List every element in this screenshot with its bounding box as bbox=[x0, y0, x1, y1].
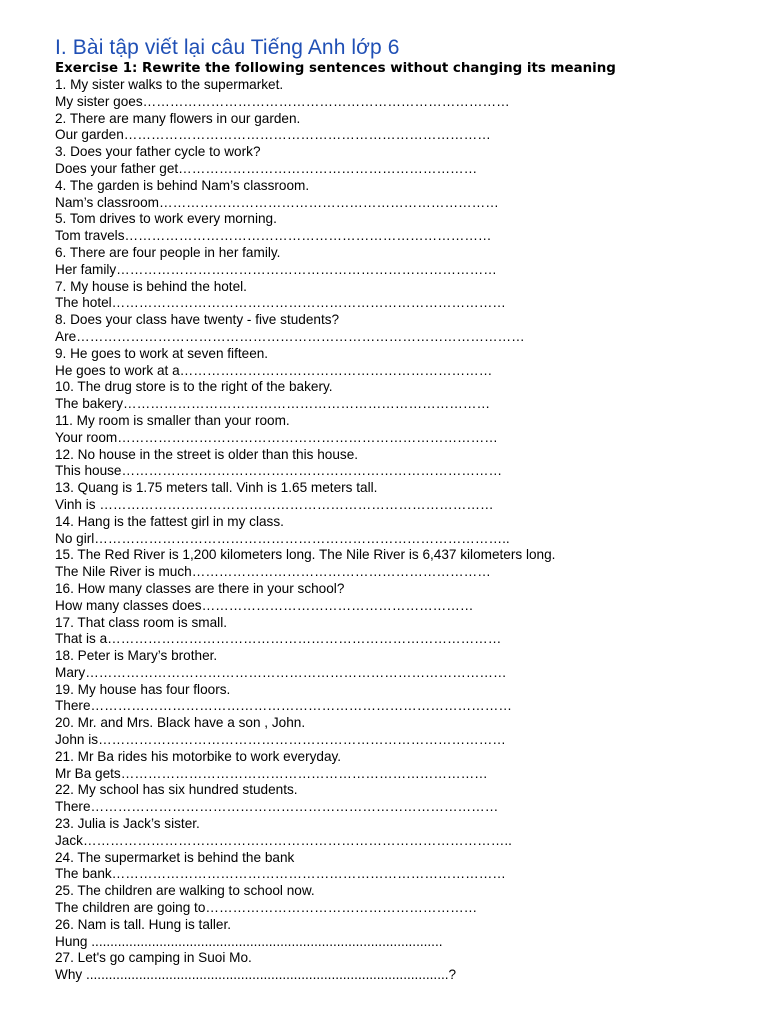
rewrite-prompt: The children are going to…………………………………………………… bbox=[55, 900, 478, 916]
exercise-item bbox=[55, 413, 768, 447]
original-sentence: 26. Nam is tall. Hung is taller. bbox=[55, 916, 232, 932]
rewrite-prompt: Our garden……………………………………………………………………… bbox=[55, 127, 491, 143]
original-sentence: 25. The children are walking to school now. bbox=[55, 883, 315, 899]
exercise-item bbox=[55, 211, 768, 245]
rewrite-prompt: Hung ............................................................................................. bbox=[55, 933, 443, 949]
rewrite-prompt: No girl……………………………………………………………………………….. bbox=[55, 530, 510, 546]
rewrite-prompt: That is a…………………………………………………………………………… bbox=[55, 631, 502, 647]
rewrite-prompt: Are……………………………………………………………………………………… bbox=[55, 328, 525, 344]
exercise-item bbox=[55, 312, 768, 346]
exercise-item bbox=[55, 782, 768, 816]
exercise-instructions: Exercise 1: Rewrite the following sentences without changing its meaning bbox=[55, 61, 616, 76]
exercise-item bbox=[55, 245, 768, 279]
exercise-item bbox=[55, 581, 768, 615]
original-sentence: 10. The drug store is to the right of the bakery. bbox=[55, 379, 333, 395]
original-sentence: 27. Let's go camping in Suoi Mo. bbox=[55, 950, 252, 966]
original-sentence: 22. My school has six hundred students. bbox=[55, 782, 298, 798]
exercise-item bbox=[55, 514, 768, 548]
exercise-item bbox=[55, 816, 768, 850]
rewrite-prompt: This house………………………………………………………………………… bbox=[55, 463, 503, 479]
original-sentence: 16. How many classes are there in your school? bbox=[55, 580, 345, 596]
exercise-item bbox=[55, 480, 768, 514]
exercise-item bbox=[55, 850, 768, 884]
original-sentence: 15. The Red River is 1,200 kilometers long. The Nile River is 6,437 kilometers long. bbox=[55, 547, 556, 563]
exercise-item bbox=[55, 379, 768, 413]
rewrite-prompt: Does your father get………………………………………………………… bbox=[55, 160, 478, 176]
original-sentence: 8. Does your class have twenty - five students? bbox=[55, 312, 340, 328]
rewrite-prompt: Mr Ba gets……………………………………………………………………… bbox=[55, 765, 488, 781]
exercise-item bbox=[55, 682, 768, 716]
original-sentence: 5. Tom drives to work every morning. bbox=[55, 211, 277, 227]
original-sentence: 3. Does your father cycle to work? bbox=[55, 144, 261, 160]
rewrite-prompt: Why ................................................................................................? bbox=[55, 967, 457, 983]
rewrite-prompt: Mary………………………………………………………………………………… bbox=[55, 664, 507, 680]
original-sentence: 23. Julia is Jack’s sister. bbox=[55, 816, 200, 832]
original-sentence: 12. No house in the street is older than this house. bbox=[55, 446, 359, 462]
exercise-item bbox=[55, 77, 768, 111]
exercise-item bbox=[55, 615, 768, 649]
exercise-item bbox=[55, 144, 768, 178]
original-sentence: 7. My house is behind the hotel. bbox=[55, 278, 247, 294]
rewrite-prompt: There……………………………………………………………………………… bbox=[55, 799, 499, 815]
rewrite-prompt: John is……………………………………………………………………………… bbox=[55, 732, 506, 748]
rewrite-prompt: The hotel…………………………………………………………………………… bbox=[55, 295, 506, 311]
original-sentence: 21. Mr Ba rides his motorbike to work everyday. bbox=[55, 748, 342, 764]
rewrite-prompt: Tom travels……………………………………………………………………… bbox=[55, 228, 492, 244]
original-sentence: 11. My room is smaller than your room. bbox=[55, 412, 290, 428]
rewrite-prompt: Your room………………………………………………………………………… bbox=[55, 429, 498, 445]
exercise-list bbox=[55, 77, 768, 984]
rewrite-prompt: Vinh is …………………………………………………………………………… bbox=[55, 496, 494, 512]
original-sentence: 9. He goes to work at seven fifteen. bbox=[55, 345, 269, 361]
rewrite-prompt: The bank…………………………………………………………………………… bbox=[55, 866, 506, 882]
original-sentence: 1. My sister walks to the supermarket. bbox=[55, 77, 284, 92]
exercise-item bbox=[55, 111, 768, 145]
original-sentence: 17. That class room is small. bbox=[55, 614, 227, 630]
rewrite-prompt: My sister goes……………………………………………………………………… bbox=[55, 93, 510, 109]
exercise-item bbox=[55, 917, 768, 951]
rewrite-prompt: How many classes does…………………………………………………… bbox=[55, 597, 474, 613]
exercise-item bbox=[55, 279, 768, 313]
original-sentence: 13. Quang is 1.75 meters tall. Vinh is 1.65 meters tall. bbox=[55, 480, 378, 496]
original-sentence: 19. My house has four floors. bbox=[55, 681, 231, 697]
original-sentence: 14. Hang is the fattest girl in my class. bbox=[55, 513, 284, 529]
original-sentence: 2. There are many flowers in our garden. bbox=[55, 110, 301, 126]
rewrite-prompt: The Nile River is much………………………………………………………… bbox=[55, 564, 491, 580]
exercise-item bbox=[55, 883, 768, 917]
exercise-item bbox=[55, 547, 768, 581]
page-title: I. Bài tập viết lại câu Tiếng Anh lớp 6 bbox=[55, 36, 400, 59]
rewrite-prompt: The bakery……………………………………………………………………… bbox=[55, 396, 491, 412]
exercise-item bbox=[55, 648, 768, 682]
original-sentence: 24. The supermarket is behind the bank bbox=[55, 849, 295, 865]
exercise-item bbox=[55, 178, 768, 212]
rewrite-prompt: Her family………………………………………………………………………… bbox=[55, 261, 497, 277]
rewrite-prompt: He goes to work at a…………………………………………………………… bbox=[55, 362, 493, 378]
rewrite-prompt: Jack………………………………………………………………………………….. bbox=[55, 832, 512, 848]
original-sentence: 6. There are four people in her family. bbox=[55, 244, 281, 260]
original-sentence: 20. Mr. and Mrs. Black have a son , John. bbox=[55, 715, 306, 731]
exercise-item bbox=[55, 715, 768, 749]
original-sentence: 4. The garden is behind Nam’s classroom. bbox=[55, 177, 310, 193]
rewrite-prompt: Nam’s classroom………………………………………………………………… bbox=[55, 194, 499, 210]
exercise-item bbox=[55, 346, 768, 380]
rewrite-prompt: There………………………………………………………………………………… bbox=[55, 698, 512, 714]
exercise-item bbox=[55, 749, 768, 783]
exercise-item bbox=[55, 950, 768, 984]
original-sentence: 18. Peter is Mary’s brother. bbox=[55, 648, 218, 664]
exercise-item bbox=[55, 447, 768, 481]
